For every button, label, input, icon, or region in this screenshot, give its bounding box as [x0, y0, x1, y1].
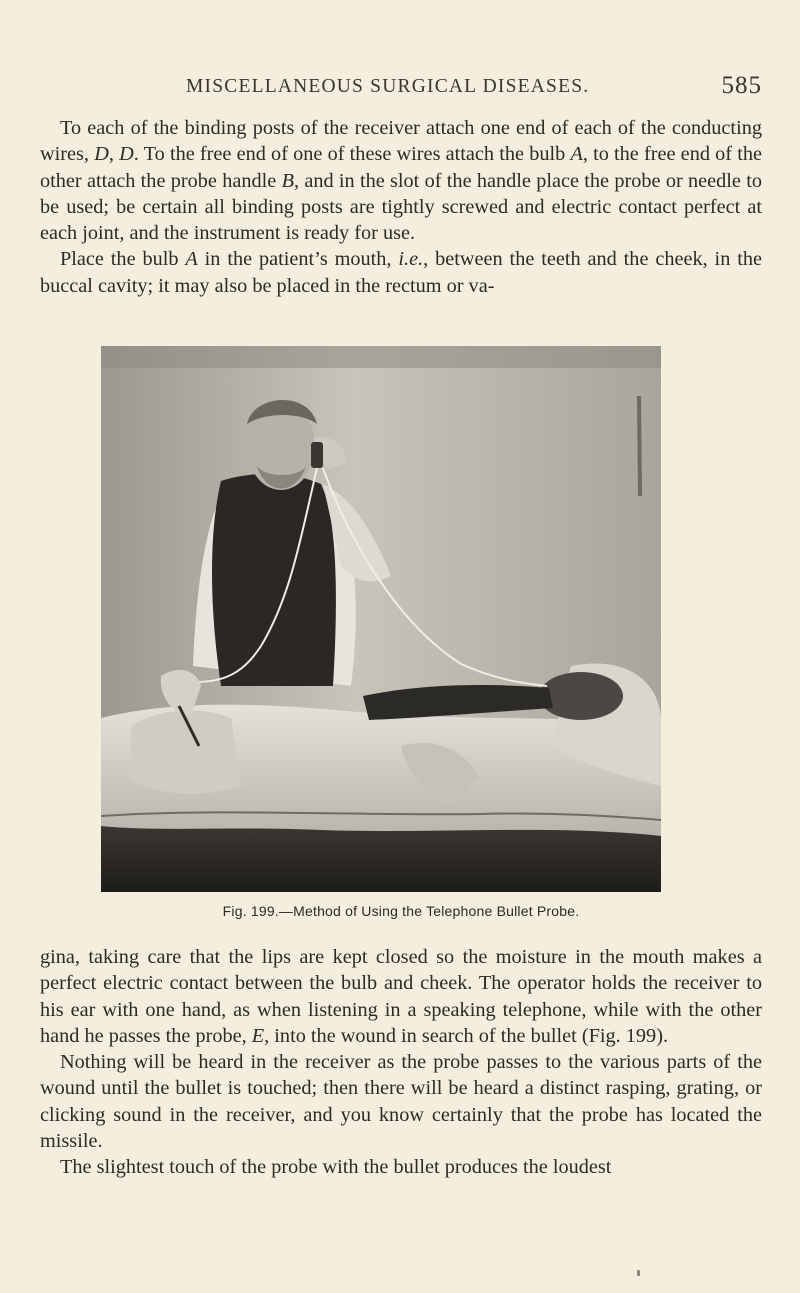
text-run: To each of the binding posts of the receiver attach one end of each of the conducting wires, [40, 117, 762, 166]
figure-caption: Fig. 199.—Method of Using the Telephone Bullet Probe. [222, 903, 580, 919]
label-a: A [570, 143, 583, 166]
text-run: gina, taking care that the lips are kept closed so the moisture in the mouth makes a perfect electric contact between the bulb and cheek. The operator holds the receiver to his ear with one hand, as when listening in a speaking telephone, while with the other hand he passes the probe, [40, 946, 762, 1047]
paragraph: Nothing will be heard in the receiver as the probe passes to the various parts of the wound until the bullet is touched; then there will be heard a distinct rasping, grating, or clicking sound in the receiver, and you know certainly that the probe has located the missile. [40, 1051, 762, 1153]
text-run: in the patient’s mouth, [197, 248, 399, 271]
label-b: B [281, 169, 294, 192]
patient-head [539, 672, 623, 720]
ceiling-shadow [101, 346, 661, 368]
text-run: , into the wound in search of the bullet (Fig. 199). [264, 1024, 669, 1047]
text-run: . To the free end of one of these wires attach the bulb [133, 143, 571, 166]
page-number: 585 [721, 72, 762, 99]
label-a: A [185, 248, 198, 271]
text-run: , [108, 143, 120, 166]
paragraph: The slightest touch of the probe with the bullet produces the loudest [60, 1156, 612, 1179]
text-run: , and in the slot of the handle place the probe or needle to be used; be certain all binding posts are tightly screwed and electric contact perfect at each joint, and the instrument is ready for use. [40, 169, 762, 245]
paragraph [40, 115, 762, 246]
label-e: E [251, 1024, 265, 1047]
text-run: , between the teeth and the cheek, in the buccal cavity; it may also be placed in the rectum or va- [40, 248, 762, 297]
text-run: Place the bulb [60, 248, 186, 271]
print-speck [637, 1270, 640, 1276]
doctor-vest [212, 474, 336, 686]
halftone-illustration [101, 346, 661, 892]
label-d: D [119, 143, 134, 166]
running-header [40, 72, 762, 104]
body-text-top [40, 115, 762, 299]
body-text-bottom [40, 944, 762, 1181]
table-base [101, 821, 661, 892]
paragraph [40, 944, 762, 1049]
figure-illustration [101, 346, 661, 892]
paragraph [40, 246, 762, 299]
telephone-receiver [311, 442, 323, 468]
abbreviation: i.e. [398, 248, 424, 271]
label-d: D [94, 143, 109, 166]
running-title: MISCELLANEOUS SURGICAL DISEASES. [186, 76, 590, 97]
text-run: , to the free end of the other attach the probe handle [40, 143, 763, 192]
